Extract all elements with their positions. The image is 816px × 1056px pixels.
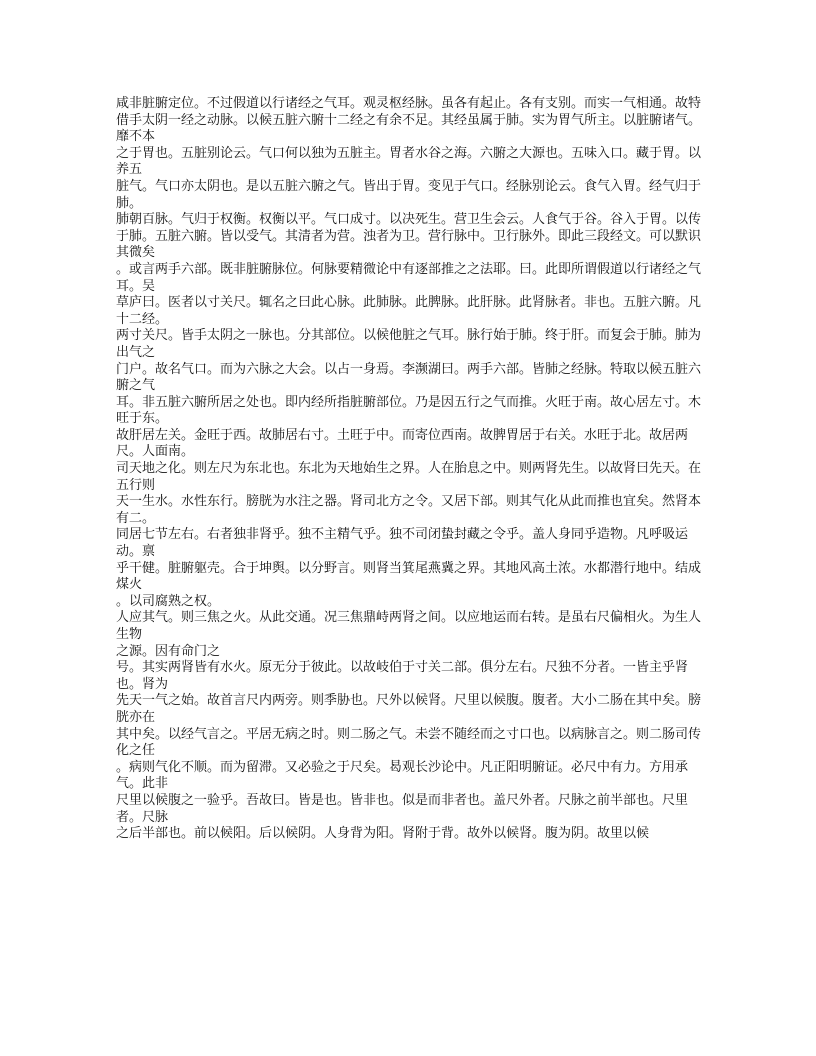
text-line: 号。其实两肾皆有水火。原无分于彼此。以故岐伯于寸关二部。俱分左右。尺独不分者。一皆主乎肾也。肾为 <box>116 660 689 692</box>
text-line: 人应其气。则三焦之火。从此交通。况三焦鼎峙两肾之间。以应地运而右转。是虽右尺偏相火。为生人生物 <box>116 610 702 642</box>
text-line: 天一生水。水性东行。膀胱为水注之器。肾司北方之令。又居下部。则其气化从此而推也宜矣。然肾本有二。 <box>116 494 702 526</box>
text-line: 其中矣。以经气言之。平居无病之时。则二肠之气。未尝不随经而之寸口也。以病脉言之。则二肠司传化之任 <box>116 726 702 759</box>
text-line: 。以司腐熟之权。 <box>116 593 221 609</box>
text-line: 。病则气化不顺。而为留滞。又必验之于尺矣。曷观长沙论中。凡正阳明腑证。必尺中有力。方用承气。此非 <box>116 759 689 792</box>
text-line: 耳。非五脏六腑所居之处也。即内经所指脏腑部位。乃是因五行之气而推。火旺于南。故心居左寸。木旺于东。 <box>116 394 702 427</box>
text-line: 尺里以候腹之一验乎。吾故曰。皆是也。皆非也。似是而非者也。盖尺外者。尺脉之前半部也。尺里者。尺脉 <box>116 792 689 825</box>
text-line: 故肝居左关。金旺于西。故肺居右寸。土旺于中。而寄位西南。故脾胃居于右关。水旺于北。故居两尺。人面南。 <box>116 427 689 460</box>
text-line: 两寸关尺。皆手太阴之一脉也。分其部位。以候他脏之气耳。脉行始于肺。终于肝。而复会于肺。肺为出气之 <box>116 328 702 360</box>
text-line: 同居七节左右。右者独非肾乎。独不主精气乎。独不司闭蛰封藏之令乎。盖人身同乎造物。凡呼吸运动。禀 <box>116 527 689 560</box>
text-line: 肺朝百脉。气归于权衡。权衡以平。气口成寸。以决死生。营卫生会云。人食气于谷。谷入于胃。以传 <box>116 212 702 228</box>
text-line: 之源。因有命门之 <box>116 643 221 659</box>
text-line: 借手太阴一经之动脉。以候五脏六腑十二经之有余不足。其经虽属于肺。实为胃气所主。以脏腑诸气。靡不本 <box>116 112 702 145</box>
text-line: 乎干健。脏腑躯壳。合于坤舆。以分野言。则肾当箕尾燕冀之界。其地风高土浓。水都潜行地中。结成煤火 <box>116 560 702 593</box>
text-line: 门户。故名气口。而为六脉之大会。以占一身焉。李濒湖曰。两手六部。皆肺之经脉。特取以候五脏六腑之气 <box>116 361 702 394</box>
text-line: 。或言两手六部。既非脏腑脉位。何脉要精微论中有逐部推之之法耶。曰。此即所谓假道以行诸经之气耳。吴 <box>116 261 702 294</box>
text-line: 咸非脏腑定位。不过假道以行诸经之气耳。观灵枢经脉。虽各有起止。各有支别。而实一气相通。故特 <box>116 96 702 111</box>
text-line: 草庐曰。医者以寸关尺。辄名之曰此心脉。此肺脉。此脾脉。此肝脉。此肾脉者。非也。五脏六腑。凡十二经。 <box>116 295 702 327</box>
document-page <box>116 96 702 843</box>
text-line: 脏气。气口亦太阴也。是以五脏六腑之气。皆出于胃。变见于气口。经脉别论云。食气入胃。经气归于肺。 <box>116 178 702 211</box>
text-line: 先天一气之始。故首言尺内两旁。则季胁也。尺外以候肾。尺里以候腹。腹者。大小二肠在其中矣。膀胱亦在 <box>116 693 702 725</box>
text-line: 之于胃也。五脏别论云。气口何以独为五脏主。胃者水谷之海。六腑之大源也。五味入口。藏于胃。以养五 <box>116 145 702 178</box>
text-line: 司天地之化。则左尺为东北也。东北为天地始生之界。人在胎息之中。则两肾先生。以故肾曰先天。在五行则 <box>116 461 702 493</box>
text-line: 之后半部也。前以候阳。后以候阴。人身背为阳。肾附于背。故外以候肾。腹为阴。故里以候 <box>116 826 650 842</box>
text-line: 于肺。五脏六腑。皆以受气。其清者为营。浊者为卫。营行脉中。卫行脉外。即此三段经文。可以默识其微矣 <box>116 228 702 261</box>
